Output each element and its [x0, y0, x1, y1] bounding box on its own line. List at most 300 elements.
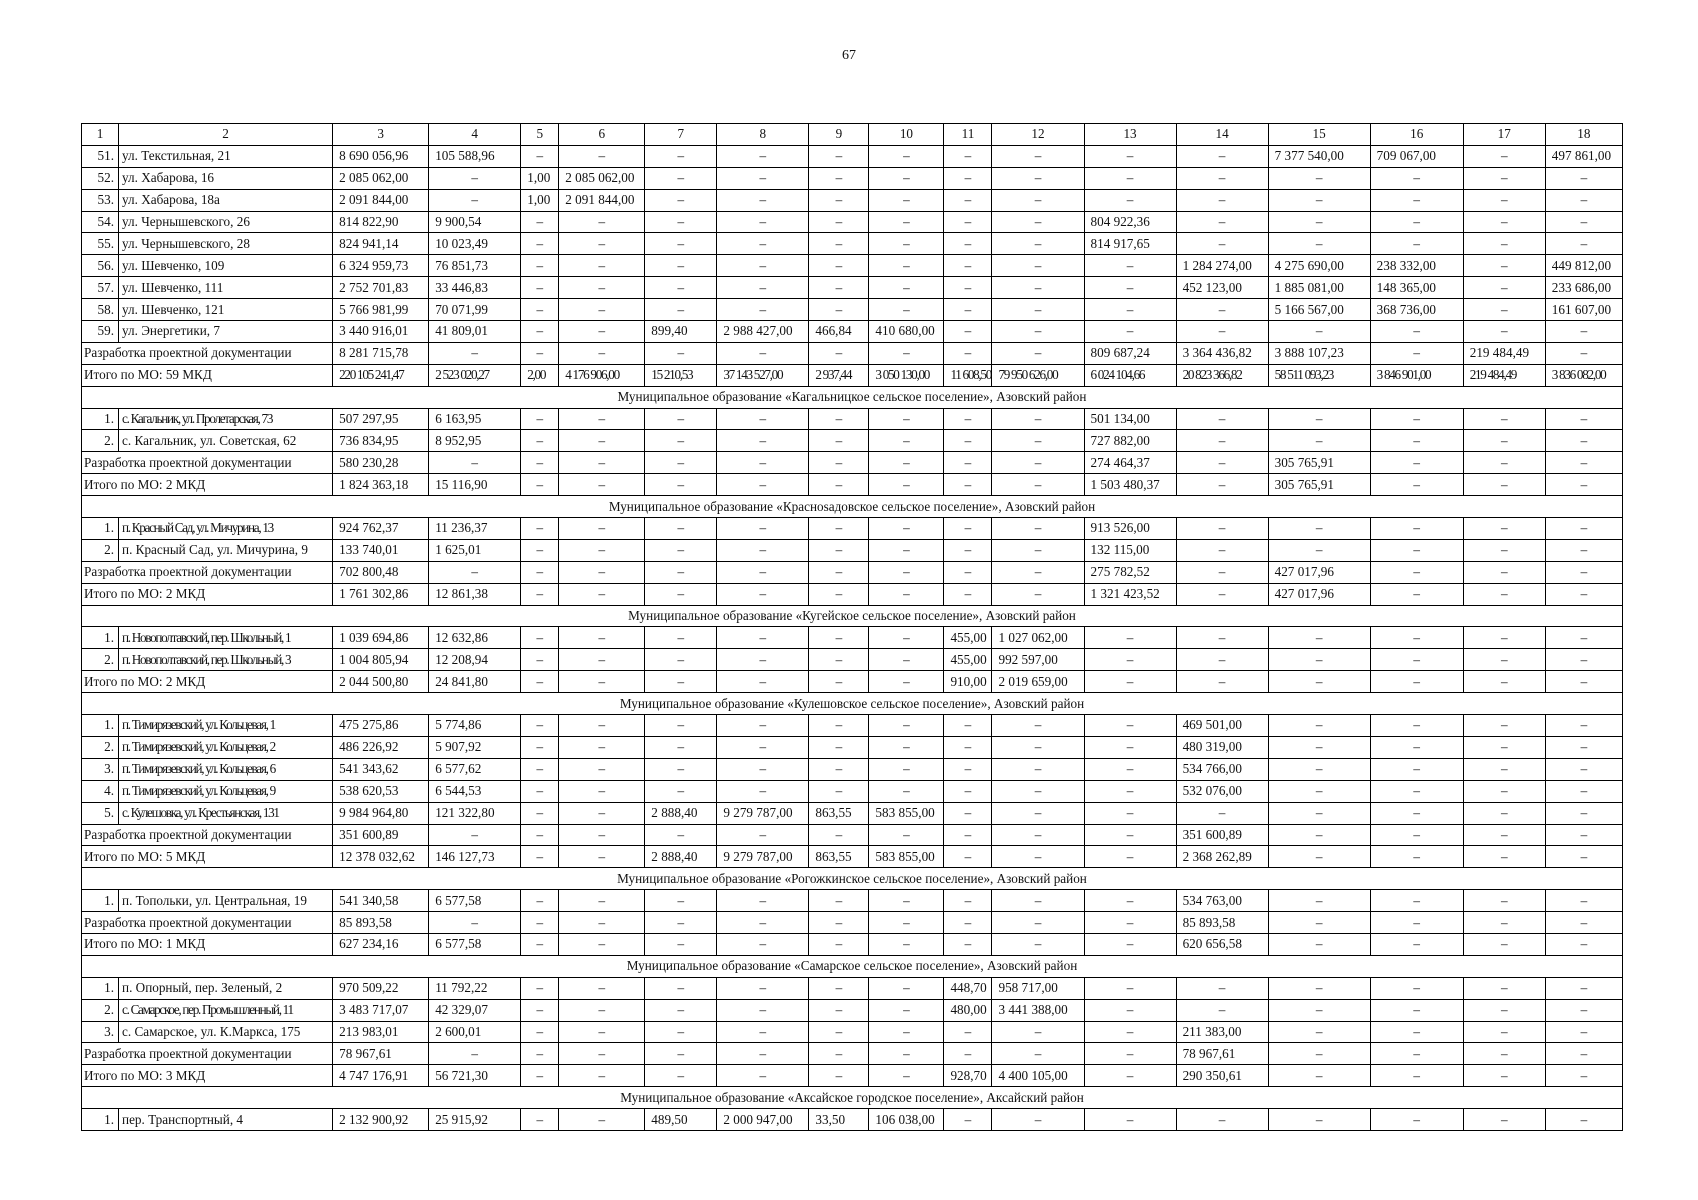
section-row [82, 693, 1623, 715]
address-cell: с. Кагальник, ул. Советская, 62 [119, 430, 333, 452]
value-cell: – [1545, 671, 1622, 693]
value-cell: 41 809,01 [429, 321, 521, 343]
value-cell: 105 588,96 [429, 145, 521, 167]
table-row [82, 189, 1623, 211]
value-cell: – [944, 824, 992, 846]
value-cell: 15 116,90 [429, 474, 521, 496]
value-cell: 3 364 436,82 [1176, 342, 1268, 364]
value-cell: – [645, 1065, 717, 1087]
value-cell: – [1463, 999, 1545, 1021]
section-row [82, 386, 1623, 408]
value-cell: – [992, 1109, 1084, 1131]
value-cell: – [645, 780, 717, 802]
value-cell: 627 234,16 [333, 933, 429, 955]
value-cell: – [1084, 890, 1176, 912]
row-number: 51. [82, 145, 119, 167]
address-cell: п. Опорный, пер. Зеленый, 2 [119, 977, 333, 999]
value-cell: – [809, 430, 869, 452]
value-cell: – [429, 1043, 521, 1065]
value-cell: – [1268, 189, 1370, 211]
value-cell: – [1268, 430, 1370, 452]
table-row [82, 802, 1623, 824]
value-cell: – [869, 1065, 944, 1087]
value-cell: – [1370, 627, 1463, 649]
value-cell: – [645, 671, 717, 693]
value-cell: – [809, 1043, 869, 1065]
value-cell: – [992, 277, 1084, 299]
value-cell: – [521, 583, 559, 605]
value-cell: – [1176, 321, 1268, 343]
table-row [82, 539, 1623, 561]
value-cell: 486 226,92 [333, 736, 429, 758]
value-cell: – [559, 912, 645, 934]
value-cell: – [944, 211, 992, 233]
row-label: Итого по МО: 2 МКД [82, 583, 333, 605]
section-row [82, 955, 1623, 977]
value-cell: 727 882,00 [1084, 430, 1176, 452]
value-cell: – [1463, 408, 1545, 430]
column-header: 11 [944, 124, 992, 146]
value-cell: – [1545, 736, 1622, 758]
value-cell: – [869, 715, 944, 737]
address-cell: ул. Хабарова, 16 [119, 167, 333, 189]
value-cell: – [521, 977, 559, 999]
value-cell: – [1084, 321, 1176, 343]
row-number: 56. [82, 255, 119, 277]
value-cell: – [1370, 342, 1463, 364]
value-cell: – [1463, 145, 1545, 167]
value-cell: – [809, 1021, 869, 1043]
summary-row [82, 342, 1623, 364]
value-cell: – [1463, 518, 1545, 540]
value-cell: – [944, 321, 992, 343]
value-cell: – [1084, 627, 1176, 649]
value-cell: 449 812,00 [1545, 255, 1622, 277]
column-header: 17 [1463, 124, 1545, 146]
value-cell: – [645, 561, 717, 583]
value-cell: – [1463, 1021, 1545, 1043]
value-cell: – [717, 715, 809, 737]
value-cell: 814 822,90 [333, 211, 429, 233]
value-cell: – [1084, 299, 1176, 321]
value-cell: – [521, 715, 559, 737]
value-cell: – [992, 561, 1084, 583]
value-cell: 928,70 [944, 1065, 992, 1087]
value-cell: – [717, 1043, 809, 1065]
value-cell: – [645, 1043, 717, 1065]
row-label: Итого по МО: 2 МКД [82, 671, 333, 693]
value-cell: – [869, 474, 944, 496]
value-cell: 455,00 [944, 627, 992, 649]
value-cell: 497 861,00 [1545, 145, 1622, 167]
value-cell: 1,00 [521, 167, 559, 189]
value-cell: – [809, 671, 869, 693]
table-row [82, 299, 1623, 321]
value-cell: 9 279 787,00 [717, 846, 809, 868]
section-title: Муниципальное образование «Кагальницкое сельское поселение», Азовский район [82, 386, 1623, 408]
value-cell: – [1084, 145, 1176, 167]
value-cell: – [1084, 189, 1176, 211]
value-cell: – [521, 299, 559, 321]
row-number: 59. [82, 321, 119, 343]
value-cell: – [717, 999, 809, 1021]
value-cell: – [869, 824, 944, 846]
value-cell: – [429, 912, 521, 934]
value-cell: – [944, 189, 992, 211]
value-cell: – [717, 977, 809, 999]
value-cell: – [1545, 912, 1622, 934]
value-cell: 238 332,00 [1370, 255, 1463, 277]
value-cell: – [521, 736, 559, 758]
value-cell: – [1084, 780, 1176, 802]
header-row [82, 124, 1623, 146]
table-row [82, 277, 1623, 299]
value-cell: – [1463, 167, 1545, 189]
column-header: 13 [1084, 124, 1176, 146]
value-cell: – [1176, 583, 1268, 605]
value-cell: – [1463, 846, 1545, 868]
summary-row [82, 824, 1623, 846]
column-header: 3 [333, 124, 429, 146]
value-cell: – [717, 758, 809, 780]
value-cell: – [869, 890, 944, 912]
table-row [82, 758, 1623, 780]
value-cell: 33 446,83 [429, 277, 521, 299]
value-cell: 11 608,50 [944, 364, 992, 386]
value-cell: 5 766 981,99 [333, 299, 429, 321]
value-cell: – [559, 824, 645, 846]
value-cell: – [1545, 1065, 1622, 1087]
value-cell: 85 893,58 [333, 912, 429, 934]
value-cell: – [645, 167, 717, 189]
value-cell: – [717, 408, 809, 430]
value-cell: 534 766,00 [1176, 758, 1268, 780]
value-cell: – [717, 277, 809, 299]
value-cell: 6 024 104,66 [1084, 364, 1176, 386]
value-cell: 211 383,00 [1176, 1021, 1268, 1043]
value-cell: 583 855,00 [869, 846, 944, 868]
value-cell: – [992, 780, 1084, 802]
value-cell: – [645, 474, 717, 496]
address-cell: ул. Чернышевского, 26 [119, 211, 333, 233]
value-cell: 133 740,01 [333, 539, 429, 561]
value-cell: – [1084, 999, 1176, 1021]
row-label: Разработка проектной документации [82, 452, 333, 474]
value-cell: – [1370, 211, 1463, 233]
value-cell: 2 091 844,00 [333, 189, 429, 211]
value-cell: 2 937,44 [809, 364, 869, 386]
value-cell: – [1084, 1065, 1176, 1087]
value-cell: – [1268, 999, 1370, 1021]
value-cell: – [1268, 933, 1370, 955]
value-cell: – [1370, 408, 1463, 430]
value-cell: – [1268, 1021, 1370, 1043]
value-cell: 146 127,73 [429, 846, 521, 868]
value-cell: – [869, 649, 944, 671]
value-cell: 580 230,28 [333, 452, 429, 474]
value-cell: 368 736,00 [1370, 299, 1463, 321]
value-cell: – [809, 561, 869, 583]
value-cell: – [717, 299, 809, 321]
value-cell: – [1370, 189, 1463, 211]
value-cell: – [1463, 933, 1545, 955]
value-cell: 427 017,96 [1268, 583, 1370, 605]
value-cell: – [1268, 539, 1370, 561]
column-header: 16 [1370, 124, 1463, 146]
value-cell: – [1084, 802, 1176, 824]
row-number: 58. [82, 299, 119, 321]
value-cell: – [1176, 189, 1268, 211]
value-cell: 1 039 694,86 [333, 627, 429, 649]
value-cell: – [992, 583, 1084, 605]
value-cell: – [1176, 627, 1268, 649]
value-cell: 6 577,62 [429, 758, 521, 780]
value-cell: – [521, 342, 559, 364]
value-cell: – [1268, 912, 1370, 934]
value-cell: – [1545, 167, 1622, 189]
value-cell: – [1176, 474, 1268, 496]
address-cell: с. Самарское, ул. К.Маркса, 175 [119, 1021, 333, 1043]
value-cell: 2 888,40 [645, 802, 717, 824]
value-cell: – [944, 583, 992, 605]
value-cell: – [1370, 1043, 1463, 1065]
column-header: 12 [992, 124, 1084, 146]
funding-table [81, 123, 1623, 1131]
value-cell: – [429, 189, 521, 211]
value-cell: – [944, 277, 992, 299]
value-cell: – [944, 802, 992, 824]
value-cell: 538 620,53 [333, 780, 429, 802]
row-label: Итого по МО: 2 МКД [82, 474, 333, 496]
value-cell: 79 950 626,00 [992, 364, 1084, 386]
value-cell: – [717, 912, 809, 934]
value-cell: 427 017,96 [1268, 561, 1370, 583]
column-header: 4 [429, 124, 521, 146]
value-cell: – [809, 780, 869, 802]
value-cell: 507 297,95 [333, 408, 429, 430]
value-cell: – [992, 255, 1084, 277]
value-cell: 11 236,37 [429, 518, 521, 540]
value-cell: – [1176, 233, 1268, 255]
value-cell: – [1268, 802, 1370, 824]
value-cell: 410 680,00 [869, 321, 944, 343]
value-cell: – [1463, 299, 1545, 321]
table-row [82, 145, 1623, 167]
value-cell: – [521, 627, 559, 649]
value-cell: – [1268, 518, 1370, 540]
value-cell: – [645, 824, 717, 846]
table-row [82, 627, 1623, 649]
address-cell: с. Кулешовка, ул. Крестьянская, 131 [119, 802, 333, 824]
value-cell: – [1268, 671, 1370, 693]
row-label: Итого по МО: 59 МКД [82, 364, 333, 386]
value-cell: – [1463, 255, 1545, 277]
row-label: Разработка проектной документации [82, 1043, 333, 1065]
value-cell: – [809, 912, 869, 934]
column-header: 7 [645, 124, 717, 146]
address-cell: п. Красный Сад, ул. Мичурина, 13 [119, 518, 333, 540]
address-cell: с. Кагальник, ул. Пролетарская, 73 [119, 408, 333, 430]
value-cell: 37 143 527,00 [717, 364, 809, 386]
value-cell: – [1545, 824, 1622, 846]
value-cell: – [717, 189, 809, 211]
value-cell: – [521, 430, 559, 452]
value-cell: – [1176, 1109, 1268, 1131]
column-header: 2 [119, 124, 333, 146]
value-cell: – [559, 758, 645, 780]
value-cell: 12 378 032,62 [333, 846, 429, 868]
value-cell: 24 841,80 [429, 671, 521, 693]
value-cell: – [1084, 715, 1176, 737]
value-cell: – [717, 255, 809, 277]
row-number: 2. [82, 736, 119, 758]
value-cell: – [717, 933, 809, 955]
value-cell: 809 687,24 [1084, 342, 1176, 364]
value-cell: 480 319,00 [1176, 736, 1268, 758]
address-cell: п. Тимирязевский, ул. Кольцевая, 2 [119, 736, 333, 758]
value-cell: 5 907,92 [429, 736, 521, 758]
value-cell: – [645, 277, 717, 299]
address-cell: ул. Шевченко, 111 [119, 277, 333, 299]
value-cell: 702 800,48 [333, 561, 429, 583]
value-cell: – [521, 1109, 559, 1131]
value-cell: – [869, 627, 944, 649]
row-number: 53. [82, 189, 119, 211]
value-cell: 2 988 427,00 [717, 321, 809, 343]
value-cell: – [809, 342, 869, 364]
value-cell: 1,00 [521, 189, 559, 211]
value-cell: 85 893,58 [1176, 912, 1268, 934]
value-cell: – [1084, 1109, 1176, 1131]
value-cell: – [944, 539, 992, 561]
value-cell: – [1370, 780, 1463, 802]
value-cell: – [559, 890, 645, 912]
value-cell: – [809, 452, 869, 474]
value-cell: – [809, 649, 869, 671]
value-cell: – [521, 802, 559, 824]
row-number: 5. [82, 802, 119, 824]
value-cell: – [717, 780, 809, 802]
value-cell: – [1370, 452, 1463, 474]
section-title: Муниципальное образование «Рогожкинское сельское поселение», Азовский район [82, 868, 1623, 890]
value-cell: – [1176, 977, 1268, 999]
value-cell: 275 782,52 [1084, 561, 1176, 583]
value-cell: – [1463, 977, 1545, 999]
value-cell: – [1463, 561, 1545, 583]
value-cell: 2 000 947,00 [717, 1109, 809, 1131]
value-cell: 824 941,14 [333, 233, 429, 255]
value-cell: – [809, 189, 869, 211]
value-cell: – [992, 474, 1084, 496]
value-cell: 3 440 916,01 [333, 321, 429, 343]
value-cell: 4 176 906,00 [559, 364, 645, 386]
value-cell: 5 774,86 [429, 715, 521, 737]
value-cell: – [1463, 736, 1545, 758]
value-cell: – [1268, 408, 1370, 430]
table-row [82, 408, 1623, 430]
value-cell: – [1463, 189, 1545, 211]
value-cell: – [717, 539, 809, 561]
value-cell: – [521, 211, 559, 233]
value-cell: – [944, 518, 992, 540]
row-number: 1. [82, 518, 119, 540]
value-cell: – [1268, 715, 1370, 737]
value-cell: 56 721,30 [429, 1065, 521, 1087]
row-number: 57. [82, 277, 119, 299]
value-cell: – [869, 561, 944, 583]
value-cell: – [869, 780, 944, 802]
value-cell: – [1463, 802, 1545, 824]
value-cell: – [1084, 824, 1176, 846]
value-cell: 3 483 717,07 [333, 999, 429, 1021]
value-cell: – [809, 167, 869, 189]
value-cell: – [1463, 430, 1545, 452]
value-cell: – [559, 933, 645, 955]
row-label: Разработка проектной документации [82, 561, 333, 583]
value-cell: – [645, 583, 717, 605]
value-cell: – [1463, 1043, 1545, 1065]
value-cell: – [429, 561, 521, 583]
value-cell: 213 983,01 [333, 1021, 429, 1043]
value-cell: 15 210,53 [645, 364, 717, 386]
value-cell: – [559, 474, 645, 496]
value-cell: – [1545, 890, 1622, 912]
value-cell: – [1463, 649, 1545, 671]
value-cell: – [645, 539, 717, 561]
value-cell: 804 922,36 [1084, 211, 1176, 233]
table-row [82, 977, 1623, 999]
value-cell: – [1268, 167, 1370, 189]
value-cell: – [809, 233, 869, 255]
value-cell: – [869, 255, 944, 277]
value-cell: 2,00 [521, 364, 559, 386]
value-cell: 148 365,00 [1370, 277, 1463, 299]
value-cell: – [992, 933, 1084, 955]
value-cell: 9 984 964,80 [333, 802, 429, 824]
value-cell: – [992, 299, 1084, 321]
value-cell: – [944, 342, 992, 364]
value-cell: – [521, 277, 559, 299]
value-cell: – [645, 452, 717, 474]
value-cell: 274 464,37 [1084, 452, 1176, 474]
value-cell: 25 915,92 [429, 1109, 521, 1131]
section-title: Муниципальное образование «Краснosaдовское сельское поселение», Азовский район [82, 496, 1623, 518]
section-row [82, 496, 1623, 518]
value-cell: – [645, 649, 717, 671]
row-label: Разработка проектной документации [82, 824, 333, 846]
table-row [82, 518, 1623, 540]
address-cell: п. Новополтавский, пер. Школьный, 3 [119, 649, 333, 671]
value-cell: – [645, 933, 717, 955]
table-row [82, 999, 1623, 1021]
value-cell: – [1084, 846, 1176, 868]
value-cell: – [1370, 321, 1463, 343]
address-cell: п. Красный Сад, ул. Мичурина, 9 [119, 539, 333, 561]
value-cell: – [869, 145, 944, 167]
value-cell: – [809, 299, 869, 321]
value-cell: – [521, 539, 559, 561]
value-cell: – [429, 824, 521, 846]
value-cell: 1 004 805,94 [333, 649, 429, 671]
value-cell: – [1370, 1021, 1463, 1043]
value-cell: – [1084, 255, 1176, 277]
value-cell: – [1463, 890, 1545, 912]
row-label: Итого по МО: 1 МКД [82, 933, 333, 955]
value-cell: – [521, 452, 559, 474]
value-cell: – [645, 977, 717, 999]
value-cell: – [1463, 715, 1545, 737]
value-cell: 76 851,73 [429, 255, 521, 277]
